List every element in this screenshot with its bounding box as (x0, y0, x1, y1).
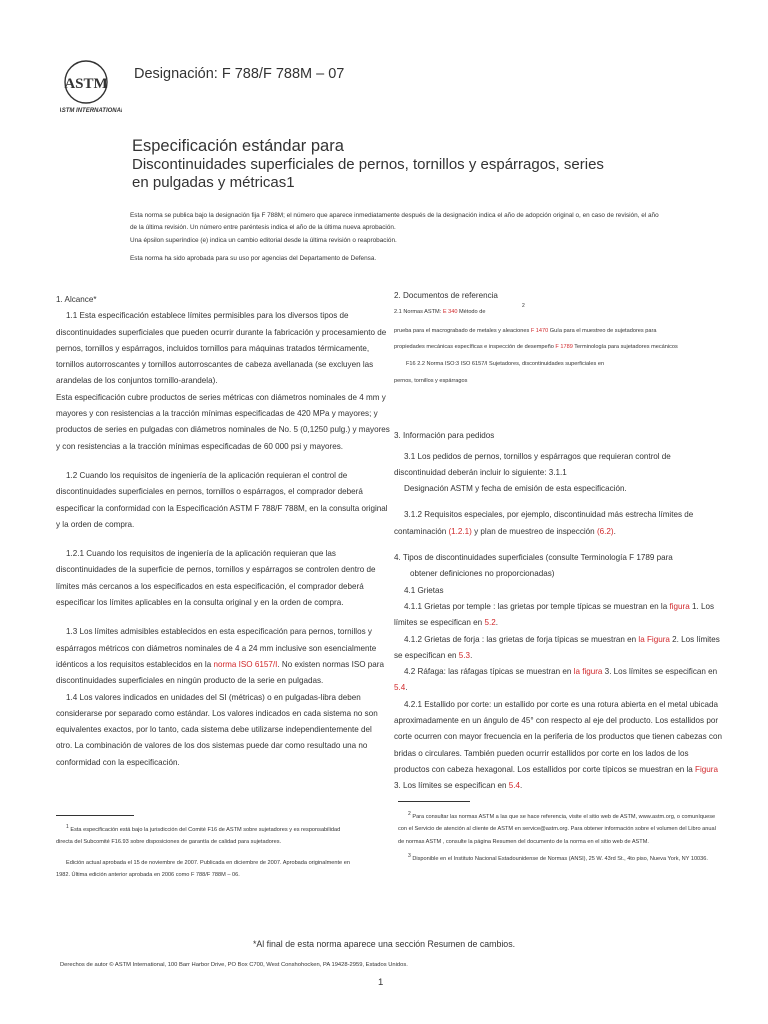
section-1-heading: 1. Alcance* (56, 295, 97, 304)
footnote-3: 3 Disponible en el Instituto Nacional Estadounidense de Normas (ANSI), 25 W. 43rd St., 4to piso, Nueva York, NY 10036. (408, 853, 708, 863)
footnote-rule-left (56, 815, 134, 816)
para-4-1-2: 4.1.2 Grietas de forja : las grietas de forja típicas se muestran en la Figura 2. Los límites se especifican en 5.3. (394, 634, 720, 660)
para-1-2: 1.2 Cuando los requisitos de ingeniería de la aplicación requieran el control de discontinuidades superficiales en pernos, tornillos o espárragos, el comprador deberá especificar la conformidad con la Especificación ASTM F 788/F 788M, en la consulta original y la orden de compra. (56, 470, 388, 529)
section-4-heading: 4. Tipos de discontinuidades superficiales (consulte Terminología F 1789 para (394, 553, 673, 563)
link-5-3[interactable]: 5.3 (458, 650, 471, 660)
para-4-2-1: 4.2.1 Estallido por corte: un estallido por corte es una rotura abierta en el metal ubicada aproximadamente en un ángulo de 45° con respecto al eje del producto. Los estallidos por corte ocurren con mayor frecuencia en la periferia de los productos que tienen cabezas con bridas o circulares. También pueden ocurrir estallidos por corte en los lados de los productos con cabeza hexagonal. Los estallidos por corte típicos se muestran en la Figura 3. Los límites se especifican en 5.4. (394, 699, 722, 791)
footnotes-right (398, 808, 720, 866)
summary-note: *Al final de esta norma aparece una sección Resumen de cambios. (252, 939, 516, 949)
para-1-3: 1.3 Los límites admisibles establecidos en esta especificación para pernos, tornillos y espárragos métricos con diámetros nominales de 4 a 24 mm inclusive son esencialmente idénticos a los requisitos establecidos en la norma ISO 6157/I. No existen normas ISO para discontinuidades superficiales en ningún producto de la serie en pulgadas. (56, 627, 384, 686)
figura-2-link[interactable]: la Figura (638, 634, 670, 644)
f1470-link[interactable]: F 1470 (530, 327, 549, 334)
section-2-heading: 2. Documentos de referencia (394, 291, 498, 300)
title-line-3: en pulgadas y métricas1 (132, 174, 295, 191)
link-6-2[interactable]: (6.2) (596, 526, 614, 536)
page-number: 1 (378, 977, 384, 988)
copyright: Derechos de autor © ASTM International, 100 Barr Harbor Drive, PO Box C700, West Conshohocken, PA 19428-2959, Estados Unidos. (60, 962, 408, 968)
para-3-1: 3.1 Los pedidos de pernos, tornillos y espárragos que requieran control de discontinuidad deberán incluir lo siguiente: 3.1.1 (394, 451, 671, 477)
footnote-1: 1 Esta especificación está bajo la jurisdicción del Comité F16 de ASTM sobre sujetadores y es responsabilidad directa del Subcomité F16.93 sobre disposiciones de garantía de calidad para sujetadores. Edición actual aprobada el 15 de noviembre de 2007. Publicada en diciembre de 2007. Aprobada originalmente en 1982. Última edición anterior aprobada en 2006 como F 788/F 788M – 06. (56, 821, 356, 882)
section-2-body: 2.1 Normas ASTM: E 340 Método de 2 prueba para el macrograbado de metales y aleaciones F 1470 Guía para el muestreo de sujetadores para propiedades mecánicas específicas e inspección de desempeño F 1789 Terminología para sujetadores mecánicos F16 2.2 Norma ISO:3 ISO 6157/I Sujetadores, discontinuidades superficiales en pernos, tornillos y espárragos (394, 303, 678, 384)
footnote-rule-right (398, 801, 470, 802)
e340-link[interactable]: E 340 (442, 309, 458, 316)
para-1-4: 1.4 Los valores indicados en unidades del SI (métricas) o en pulgadas-libra deben considerarse por separado como estándar. Los valores indicados en cada sistema no son equivalentes exactos, por lo tanto, cada sistema debe utilizarse independientemente del otro. La combinación de valores de los dos sistemas puede dar como resultado una no conformidad con la especificación. (56, 692, 378, 767)
right-column (394, 288, 724, 795)
para-4-2: 4.2 Ráfaga: las ráfagas típicas se muestran en la figura 3. Los límites se especifican en 5.4. (394, 667, 718, 693)
para-1-1b: Esta especificación cubre productos de series métricas con diámetros nominales de 4 mm y mayores y con resistencias a la tracción mínimas especificadas de 420 MPa y mayores; y productos de series en pulgadas con diámetros nominales de No. 5 (0,1250 pulg.) y mayores y con resistencias a la tracción mínimas especificadas de 60 000 psi y mayores. (56, 392, 390, 451)
para-1-2-1: 1.2.1 Cuando los requisitos de ingeniería de la aplicación requieran que las discontinuidades de la superficie de pernos, tornillos y espárragos se controlen dentro de límites más cercanos a los especificados en esta especificación, el comprador deberá especificar los límites aplicables en la consulta original y en la orden de compra. (56, 549, 376, 608)
intro-approved: Esta norma ha sido aprobada para su uso por agencias del Departamento de Defensa. (130, 255, 377, 262)
link-1-2-1[interactable]: (1.2.1) (448, 526, 472, 536)
para-3-1-1: Designación ASTM y fecha de emisión de esta especificación. (404, 484, 627, 494)
left-column (56, 292, 390, 771)
section-4-heading-2: obtener definiciones no proporcionadas) (410, 569, 555, 579)
para-3-1-2: 3.1.2 Requisitos especiales, por ejemplo, discontinuidad más estrecha límites de contaminación (1.2.1) y plan de muestreo de inspección (6.2). (394, 510, 694, 536)
footnote-1b: Edición actual aprobada el 15 de noviembre de 2007. Publicada en diciembre de 2007. Aprobada originalmente en 1982. Última edición anterior aprobada en 2006 como F 788/F 788M – 06. (56, 859, 350, 879)
f1789-link[interactable]: F 1789 (555, 344, 573, 351)
link-5-4-b[interactable]: 5.4 (508, 781, 520, 791)
figura-3-link-2[interactable]: Figura (695, 764, 718, 774)
title-line-2: Discontinuidades superficiales de pernos, tornillos y espárragos, series (132, 156, 604, 173)
figura-3-link[interactable]: la figura (573, 667, 603, 677)
section-3-heading: 3. Información para pedidos (394, 431, 495, 441)
astm-logo (60, 58, 122, 116)
para-1-1: 1.1 Esta especificación establece límites permisibles para los diversos tipos de discontinuidades superficiales que pueden ocurrir durante la fabricación y procesamiento de pernos, tornillos y espárragos, incluidos tornillos para máquinas tratados térmicamente, tornillos autorroscantes y tornillos autorroscantes de cabeza avellanada (se excluyen las arandelas de los conjuntos tornillo-arandela). (56, 311, 387, 386)
iso-6157-link[interactable]: norma ISO 6157/I (213, 659, 278, 669)
intro-paragraph-1: Esta norma se publica bajo la designación fija F 788M; el número que aparece inmediatamente después de la designación indica el año de adopción original o, en caso de revisión, el año de la última revisión. Un número entre paréntesis indica el año de la última nueva aprobación. (130, 212, 659, 232)
logo-text: ASTM INTERNATIONAL (60, 108, 122, 114)
para-4-1-1: 4.1.1 Grietas por temple : las grietas por temple típicas se muestran en la figura 1. Los límites se especifican en 5.2. (394, 601, 715, 628)
para-4-1: 4.1 Grietas (404, 585, 444, 595)
svg-text:ASTM: ASTM (64, 76, 108, 92)
intro-block (130, 210, 660, 247)
title-block (132, 136, 632, 192)
intro-paragraph-2: Una épsilon superíndice (e) indica un cambio editorial desde la última revisión o reaprobación. (130, 236, 397, 244)
footnote-2: 2 Para consultar las normas ASTM a las que se hace referencia, visite el sitio web de ASTM, www.astm.org, o comuníquese con el Servicio de atención al cliente de ASTM en service@astm.org. Para obtener información sobre el volumen del Libro anual de normas ASTM , consulte la página Resumen del documento de la norma en el sitio web de ASTM. (398, 811, 716, 845)
designation: Designación: F 788/F 788M – 07 (134, 66, 345, 82)
figura-1-link[interactable]: figura (669, 601, 690, 611)
title-line-1: Especificación estándar para (132, 137, 344, 155)
link-5-4[interactable]: 5.4 (394, 683, 406, 693)
link-5-2[interactable]: 5.2 (484, 618, 496, 628)
